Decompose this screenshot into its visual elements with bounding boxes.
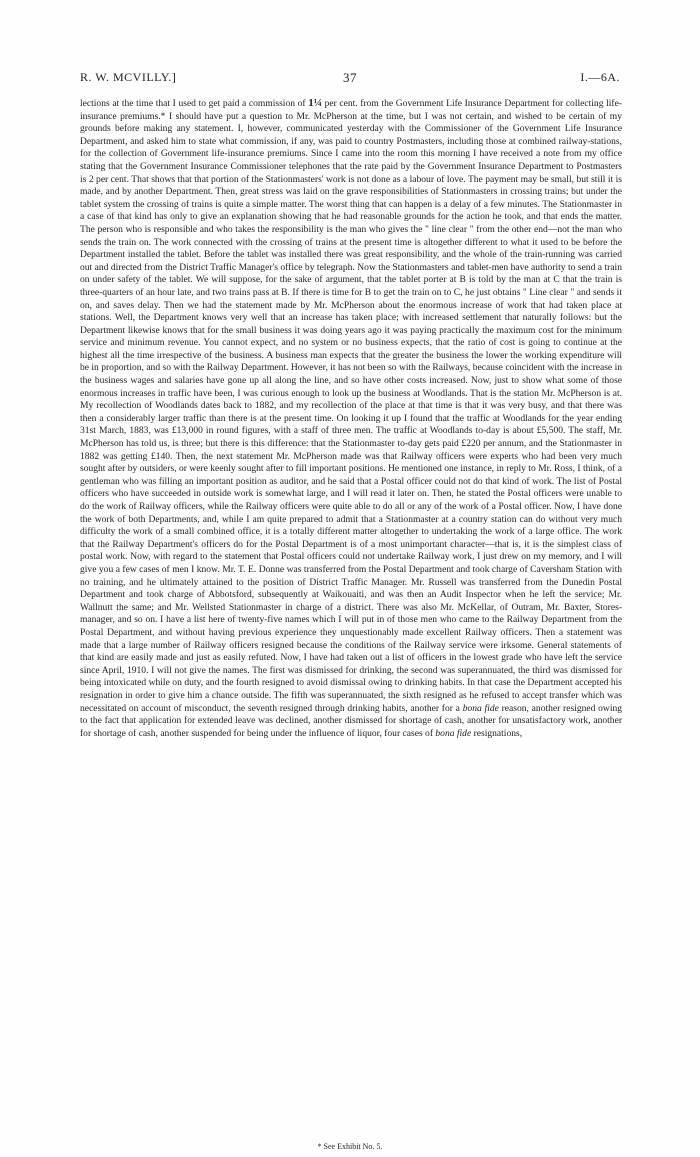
body-text bbox=[80, 97, 622, 740]
text-run: reason, another resigned owing to the fact that application for extended leave was declined, another dismissed for shortage of cash, another for unsatisfactory work, another for shortage of cash, another suspended for being under the influence of liquor, four cases of bbox=[80, 702, 623, 739]
header-author: R. W. MCVILLY.] bbox=[80, 70, 177, 84]
page-header bbox=[80, 70, 620, 86]
page-number: 37 bbox=[343, 70, 357, 85]
text-run: per cent. from the Government Life Insurance Department for collecting life-insurance premiums.* I should have put a question to Mr. McPherson at the time, but I was not certain, and wished to be certain of my grounds before making any statement. I, however, communicated yesterday with the Commissioner of the Government Life Insurance Department, and asked him to state what commission, if any, was paid to country Postmasters, including those at combined railway-stations, for the collection of Government life-insurance premiums. Since I came into the room this morning I have received a note from my office stating that the Government Insurance Commissioner telephones that the rate paid by the Government Insurance Department to Postmasters is 2 per cent. That shows that that portion of the Stationmasters' work is not done as a labour of love. The payment may be small, but still it is made, and by another Department. Then, great stress was laid on the grave responsibilities of Stationmasters in crossing trains; but under the tablet system the crossing of trains is quite a simple matter. The worst thing that can happen is a delay of a few minutes. The Stationmaster in a case of that kind has only to give an explanation showing that he had reasonable grounds for the action he took, and that ends the matter. The person who is responsible and who takes the responsibility is the man who gives the " line clear " from the other end—not the man who sends the train on. The work connected with the crossing of trains at the present time is altogether different to what it used to be before the Department installed the tablet. Before the tablet was installed there was great responsibility, and the whole of the train-running was carried out and directed from the District Traffic Manager's office by telegraph. Now the Stationmasters and tablet-men have authority to send a train on under safety of the tablet. We will suppose, for the sake of argument, that the tablet porter at B is told by the man at C that the train is three-quarters of an hour late, and two trains pass at B. If there is time for B to get the train on to C, he just obtains " Line clear " and sends it on, and saves delay. Then we had the statement made by Mr. McPherson about the enormous increase of work that had taken place at stations. Well, the Department knows very well that an increase has taken place; with increased settlement that naturally follows: but the Department likewise knows that for the small business it was doing years ago it was paying practically the maximum cost for the minimum service and minimum revenue. You cannot expect, and no system or no business expects, that the ratio of cost is going to continue at the highest all the time irrespective of the business. A business man expects that the greater the business the lower the working expenditure will be in proportion, and so with the Railway Department. However, it has not been so with the Railways, because coincident with the increase in the business wages and salaries have gone up all along the line, and so have other costs increased. Now, just to show what some of those enormous increases in traffic have been, I was curious enough to look up the business at Woodlands. That is the station Mr. McPherson is at. My recollection of Woodlands dates back to 1882, and my recollection of the place at that time is that it was very busy, and that there was then a considerably larger traffic than there is at the present time. On looking it up I found that the traffic at Woodlands for the year ending 31st March, 1883, was £13,000 in round figures, with a staff of three men. The traffic at Woodlands to-day is about £5,500. The staff, Mr. McPherson has told us, is three; but there is this difference: that the Stationmaster to-day gets paid £220 per annum, and the Stationmaster in 1882 was getting £140. Then, the next statement Mr. McPherson made was that Railway officers were experts who had been very much sought after by outsiders, or were keenly sought after to fill important positions. He mentioned one instance, in reply to Mr. Ross, I think, of a gentleman who was filling an important position as auditor, and he said that a Postal officer could not do that kind of work. The list of Postal officers who have succeeded in outside work is somewhat large, and I will read it later on. Then, he stated the Postal officers were unable to do the work of Railway officers, while the Railway officers were quite able to do all or any of the work of a Postal officer. Now, I have done the work of both Departments, and, while I am quite prepared to admit that a Stationmaster at a country station can do without very much difficulty the work of a small combined office, it is a totally different matter altogether to undertaking the work of a large office. The work that the Railway Department's officers do for the Postal Department is of a most unimportant character—that is, it is the simplest class of postal work. Now, with regard to the statement that Postal officers could not undertake Railway work, I just drew on my memory, and I will give you a few cases of men I know. Mr. T. E. Donne was transferred from the Postal Department and took charge of Caversham Station with no training, and he ultimately attained to the position of District Traffic Manager. Mr. Russell was transferred from the Dunedin Postal Department and took charge of Abbotsford, subsequently at Waikouaiti, and was then an Audit Inspector when he left the service; Mr. Wallnutt the same; and Mr. Wellsted Stationmaster in charge of a district. There was also Mr. McKellar, of Outram, Mr. Baxter, Stores-manager, and so on. I have a list here of twenty-five names which I will put in of those men who came to the Railway Department from the Postal Department, and without having previous experience they unquestionably made excellent Railway officers. Then a statement was made that a large number of Railway officers resigned because the conditions of the Railway service were irksome. General statements of that kind are easily made and just as easily refuted. Now, I have had taken out a list of officers in the lowest grade who have left the service since April, 1910. I will not give the names. The first was dismissed for drinking, the second was superannuated, the third was dismissed for being intoxicated while on duty, and the fourth resigned to avoid dismissal owing to drinking habits. In that case the Department accepted his resignation in order to give him a chance outside. The fifth was superannuated, the sixth resigned as he refused to accept transfer which was necessitated on account of misconduct, the seventh resigned through drinking habits, another for a bbox=[80, 98, 622, 714]
italic-term: bona fide bbox=[435, 727, 472, 739]
commission-fraction: 1¼ bbox=[308, 97, 322, 109]
footnote: * See Exhibit No. 5. bbox=[317, 1142, 383, 1151]
document-reference: I.—6A. bbox=[580, 70, 620, 84]
text-run: resignations, bbox=[473, 727, 523, 739]
italic-term: bona fide bbox=[462, 702, 499, 714]
text-run: lections at the time that I used to get paid a commission of bbox=[80, 98, 306, 109]
paragraph bbox=[80, 97, 622, 740]
